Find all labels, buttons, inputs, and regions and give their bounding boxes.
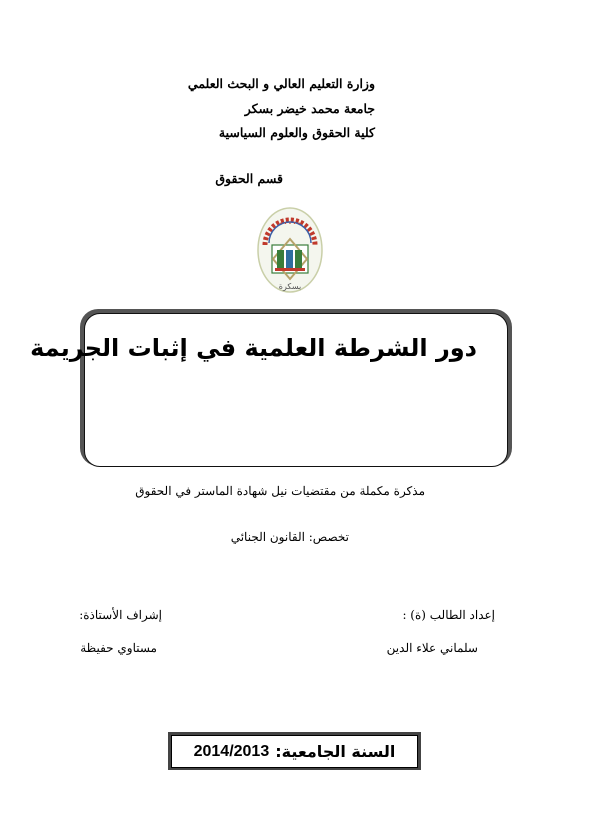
institution-header [155, 72, 375, 146]
student-name: سلماني علاء الدين [386, 641, 478, 655]
academic-year-box [171, 735, 418, 768]
faculty-name: كلية الحقوق والعلوم السياسية [218, 125, 375, 140]
title-box [30, 313, 508, 467]
memo-description: مذكرة مكملة من مقتضيات نيل شهادة الماستر في الحقوق [135, 484, 425, 498]
logo-caption: بسكرة [278, 282, 302, 291]
university-name: جامعة محمد خيضر بسكر [244, 100, 375, 116]
specialization: تخصص: القانون الجنائي [230, 530, 349, 544]
ministry-name: وزارة التعليم العالي و البحث العلمي [187, 76, 375, 91]
student-label: إعداد الطالب (ة) : [402, 608, 495, 622]
academic-year-label: السنة الجامعية: [275, 742, 396, 761]
svg-text:• • • • •: • • • • • [279, 221, 301, 227]
department-name: قسم الحقوق [215, 171, 283, 186]
thesis-title: دور الشرطة العلمية في إثبات الجريمة [30, 334, 477, 362]
supervisor-name: مستاوي حفيظة [80, 641, 157, 655]
supervisor-label: إشراف الأستاذة: [79, 608, 162, 622]
university-logo-icon [255, 205, 325, 295]
academic-year-value: 2014/2013 [193, 742, 270, 760]
